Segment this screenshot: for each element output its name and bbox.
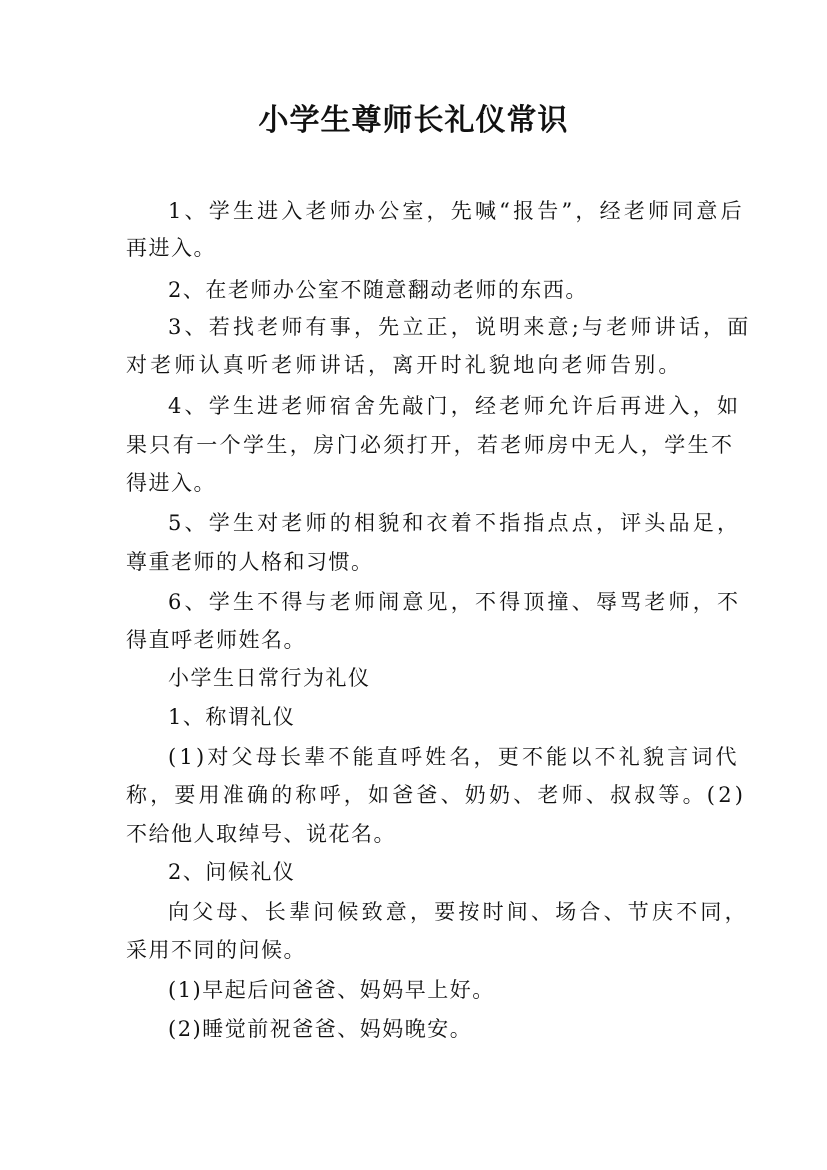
paragraph-line: 1、学生进入老师办公室，先喊“报告”，经老师同意后	[168, 199, 745, 223]
subsection-heading: 1、称谓礼仪	[168, 705, 296, 729]
paragraph-line: 再进入。	[126, 236, 216, 260]
document-title: 小学生尊师长礼仪常识	[258, 103, 569, 138]
paragraph-line: 称，要用准确的称呼，如爸爸、奶奶、老师、叔叔等。(2)	[126, 783, 747, 807]
section-heading: 小学生日常行为礼仪	[168, 666, 371, 690]
paragraph-line: 尊重老师的人格和习惯。	[126, 550, 374, 574]
paragraph-line: 对老师认真听老师讲话，离开时礼貌地向老师告别。	[126, 353, 683, 377]
paragraph-line: (1)早起后问爸爸、妈妈早上好。	[168, 978, 495, 1002]
paragraph-line: 得进入。	[126, 471, 216, 495]
paragraph-line: (1)对父母长辈不能直呼姓名，更不能以不礼貌言词代	[168, 745, 740, 769]
paragraph-line: 5、学生对老师的相貌和衣着不指指点点，评头品足，	[168, 511, 742, 535]
paragraph-line: 3、若找老师有事，先立正，说明来意;与老师讲话，面	[168, 315, 752, 339]
paragraph-line: 果只有一个学生，房门必须打开，若老师房中无人，学生不	[126, 433, 735, 457]
paragraph-line: 4、学生进老师宿舍先敲门，经老师允许后再进入，如	[168, 394, 742, 418]
subsection-heading: 2、问候礼仪	[168, 860, 296, 884]
paragraph-line: 得直呼老师姓名。	[126, 628, 306, 652]
paragraph-line: 不给他人取绰号、说花名。	[126, 822, 396, 846]
paragraph-line: (2)睡觉前祝爸爸、妈妈晚安。	[168, 1017, 473, 1041]
paragraph-line: 6、学生不得与老师闹意见，不得顶撞、辱骂老师，不	[168, 590, 742, 614]
paragraph-line: 2、在老师办公室不随意翻动老师的东西。	[168, 278, 588, 302]
paragraph-line: 采用不同的问候。	[126, 938, 306, 962]
paragraph-line: 向父母、长辈问候致意，要按时间、场合、节庆不同，	[168, 900, 749, 924]
